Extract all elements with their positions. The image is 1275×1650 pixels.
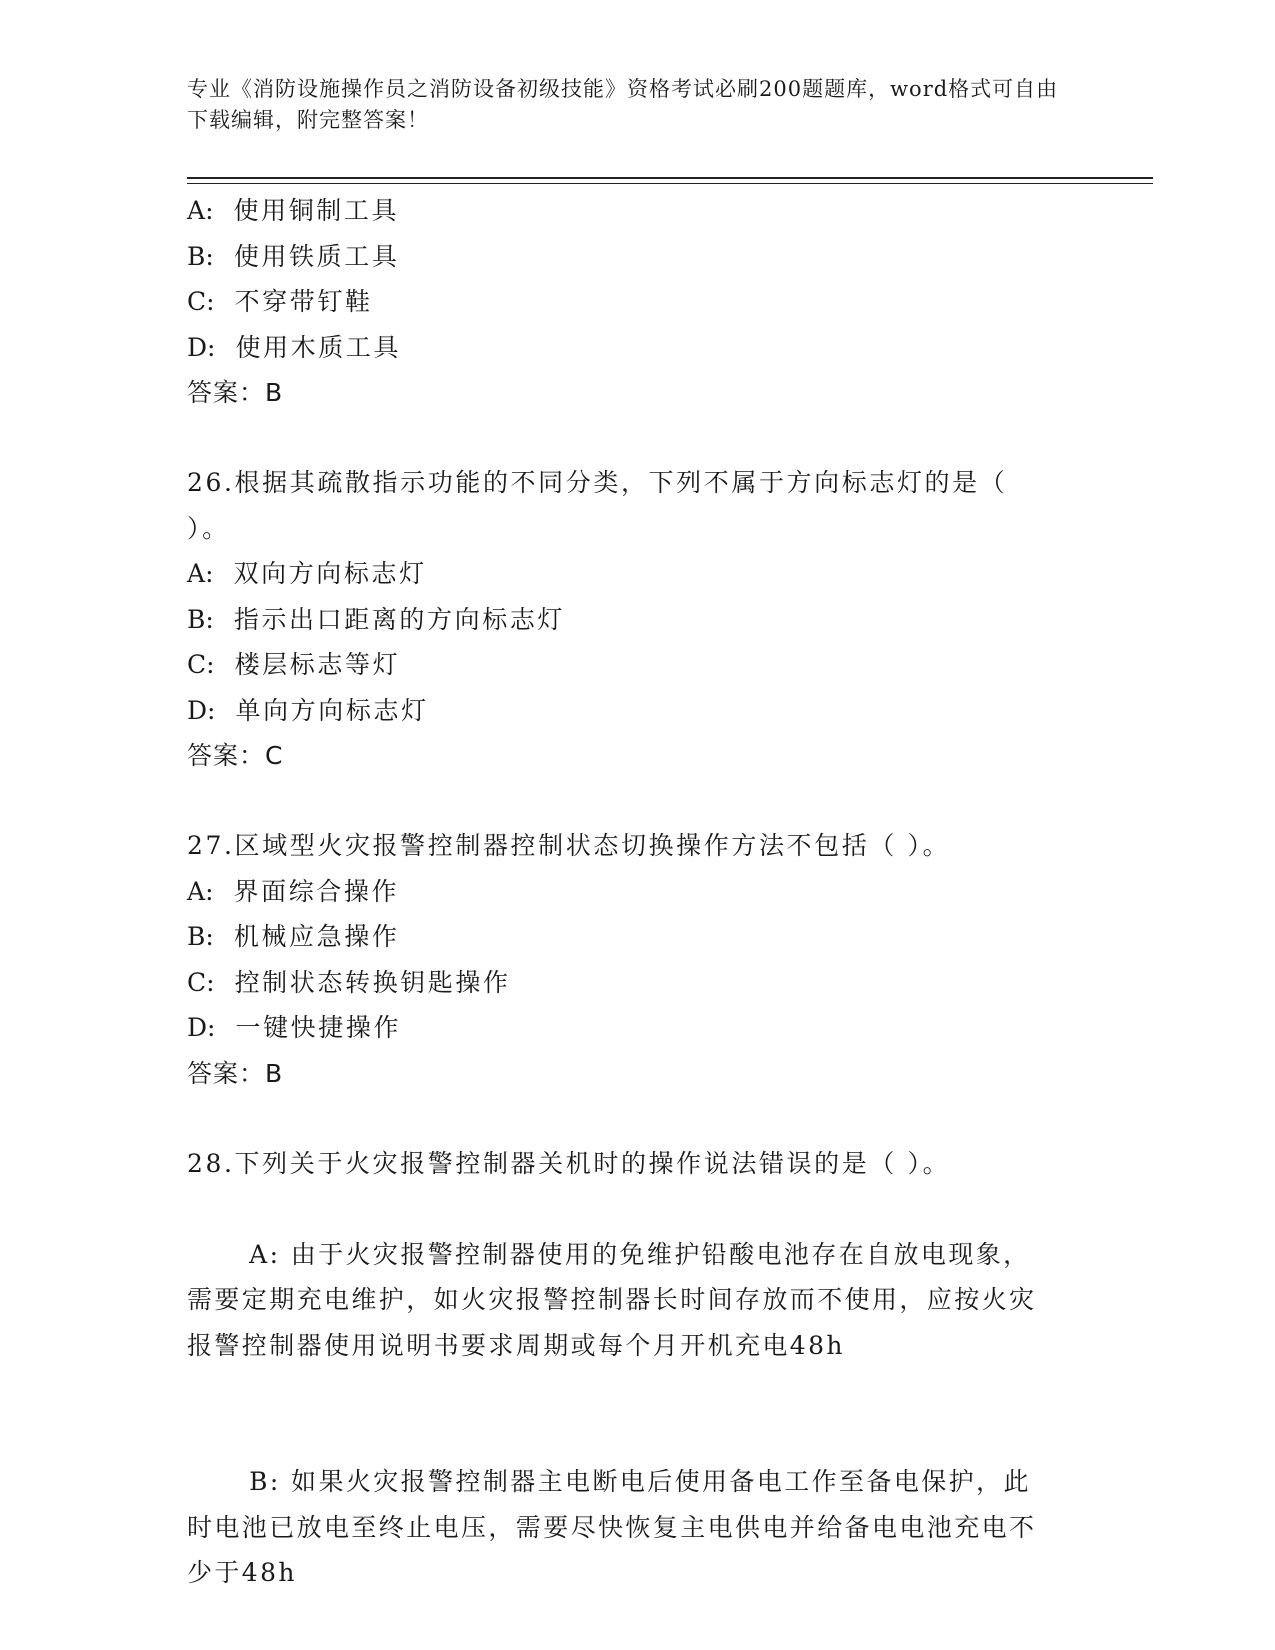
option-b bbox=[187, 1414, 1037, 1642]
option-text: 楼层标志等灯 bbox=[234, 650, 401, 679]
option-b bbox=[187, 234, 1087, 280]
option-c bbox=[187, 642, 1087, 688]
option-letter: D: bbox=[187, 695, 216, 725]
question-28 bbox=[187, 1141, 1087, 1642]
option-c bbox=[187, 960, 1087, 1006]
document-content bbox=[187, 188, 1087, 1641]
option-letter: B: bbox=[249, 1467, 292, 1496]
option-letter: B: bbox=[187, 604, 214, 634]
option-text: 指示出口距离的方向标志灯 bbox=[233, 604, 566, 634]
option-text: 使用木质工具 bbox=[235, 332, 402, 362]
header-rule-thin bbox=[187, 183, 1153, 184]
option-letter: B: bbox=[187, 922, 214, 951]
option-a bbox=[187, 188, 1087, 234]
option-text: 单向方向标志灯 bbox=[235, 695, 429, 725]
option-letter: B: bbox=[187, 241, 214, 271]
option-a bbox=[187, 551, 1087, 597]
option-letter: D: bbox=[187, 332, 216, 362]
answer-line: 答案：B bbox=[187, 1058, 284, 1088]
option-a bbox=[187, 869, 1087, 915]
option-letter: A: bbox=[249, 1239, 291, 1269]
option-letter: A: bbox=[187, 559, 214, 588]
option-text: 机械应急操作 bbox=[233, 922, 400, 951]
option-d bbox=[187, 325, 1087, 371]
option-text: 如果火灾报警控制器主电断电后使用备电工作至备电保护，此时电池已放电至终止电压，需要尽快恢复主电供电并给备电电池充电不少于48h bbox=[187, 1467, 1037, 1587]
option-b bbox=[187, 597, 1087, 643]
answer-line: 答案：B bbox=[187, 378, 284, 407]
option-letter: A: bbox=[187, 876, 214, 906]
question-stem: 28.下列关于火灾报警控制器关机时的操作说法错误的是（ ）。 bbox=[187, 1148, 951, 1178]
option-text: 双向方向标志灯 bbox=[233, 559, 427, 588]
page-header: 专业《消防设施操作员之消防设备初级技能》资格考试必刷200题题库，word格式可自由下载编辑，附完整答案！ bbox=[187, 77, 1059, 132]
option-c bbox=[187, 279, 1087, 325]
option-text: 不穿带钉鞋 bbox=[234, 287, 373, 316]
question-stem: 26.根据其疏散指示功能的不同分类，下列不属于方向标志灯的是（ ）。 bbox=[187, 468, 1018, 543]
option-a bbox=[187, 1186, 1037, 1414]
question-27 bbox=[187, 823, 1087, 1097]
option-d bbox=[187, 688, 1087, 734]
option-text: 使用铜制工具 bbox=[233, 196, 400, 225]
option-text: 一键快捷操作 bbox=[235, 1013, 402, 1042]
question-25 bbox=[187, 188, 1087, 416]
option-letter: C: bbox=[187, 967, 215, 997]
header-rule-thick bbox=[187, 177, 1153, 179]
option-b bbox=[187, 914, 1087, 960]
option-letter: C: bbox=[187, 650, 215, 679]
option-d bbox=[187, 1005, 1087, 1051]
question-stem: 27.区域型火灾报警控制器控制状态切换操作方法不包括（ ）。 bbox=[187, 831, 951, 860]
option-text: 由于火灾报警控制器使用的免维护铅酸电池存在自放电现象，需要定期充电维护，如火灾报警控制器长时间存放而不使用，应按火灾报警控制器使用说明书要求周期或每个月开机充电48h bbox=[187, 1239, 1037, 1360]
answer-line: 答案：C bbox=[187, 741, 284, 770]
option-text: 控制状态转换钥匙操作 bbox=[234, 967, 511, 997]
option-text: 界面综合操作 bbox=[233, 876, 400, 906]
option-letter: D: bbox=[187, 1013, 216, 1042]
question-26 bbox=[187, 460, 1087, 779]
option-text: 使用铁质工具 bbox=[233, 241, 400, 271]
option-letter: C: bbox=[187, 287, 215, 316]
option-letter: A: bbox=[187, 196, 214, 225]
